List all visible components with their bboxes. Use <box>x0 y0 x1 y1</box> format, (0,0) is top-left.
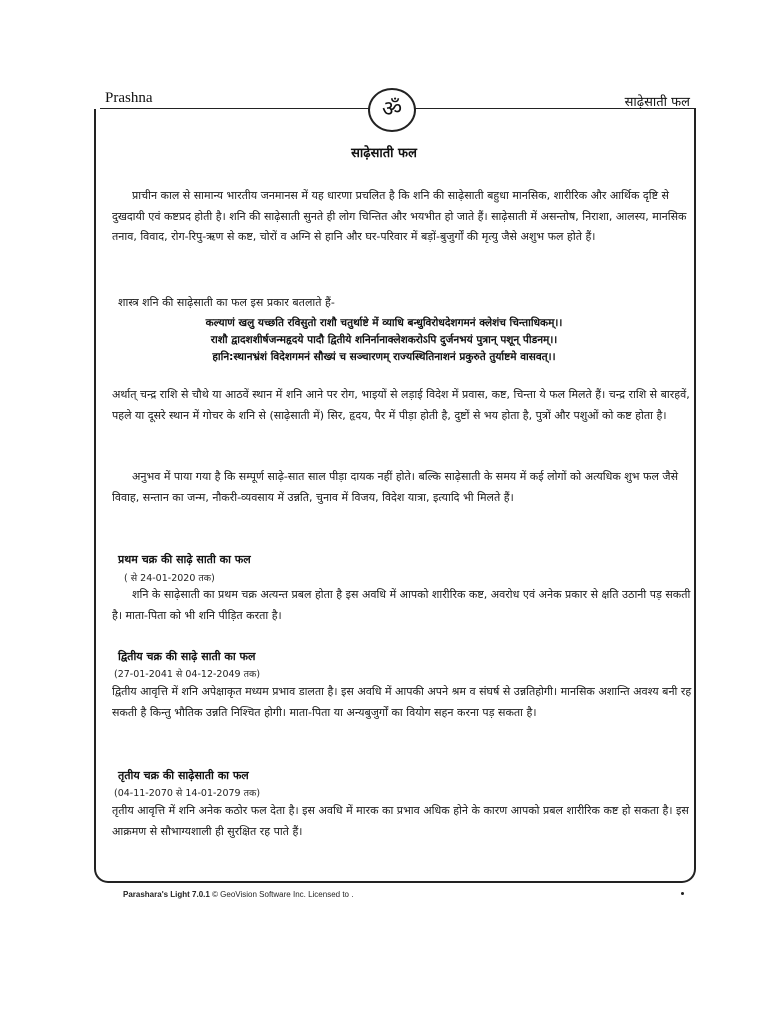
section-1-title: प्रथम चक्र की साढ़े साती का फल <box>118 553 251 566</box>
om-icon <box>368 88 416 132</box>
section-3-text: तृतीय आवृत्ति में शनि अनेक कठोर फल देता है। इस अवधि में मारक का प्रभाव अधिक होने के कारण आपको प्रबल शारीरिक कष्ट हो सकता है। इस आक्रमण से सौभाग्यशाली ही सुरक्षित रह पाते हैं। <box>112 804 689 838</box>
shloka-line-1: कल्याणं खलु यच्छति रविसुतो राशौ चतुर्थाष्टे में व्याधि बन्धुविरोधदेशगमनं क्लेशंच चिन्ताधिकम्।। <box>205 317 563 329</box>
section-3-date: (04-11-2070 से 14-01-2079 तक) <box>114 788 261 799</box>
page-title: साढ़ेसाती फल <box>351 146 417 161</box>
shloka-intro: शास्त्र शनि की साढ़ेसाती का फल इस प्रकार बतलाते हैं- <box>118 296 335 309</box>
section-1-text: शनि के साढ़ेसाती का प्रथम चक्र अत्यन्त प्रबल होता है इस अवधि में आपको शारीरिक कष्ट, अवरोध एवं अनेक प्रकार से क्षति उठानी पड़ सकती है। माता-पिता को भी शनि पीड़ित करता है। <box>112 588 691 622</box>
experience-paragraph: अनुभव में पाया गया है कि सम्पूर्ण साढ़े-सात साल पीड़ा दायक नहीं होते। बल्कि साढ़ेसाती के समय में कई लोगों को अत्यधिक शुभ फल जैसे विवाह, सन्तान का जन्म, नौकरी-व्यवसाय में उन्नति, चुनाव में विजय, विदेश यात्रा, इत्यादि भी मिलते हैं। <box>112 470 679 504</box>
section-3-title: तृतीय चक्र की साढ़ेसाती का फल <box>118 769 249 782</box>
om-symbol: ॐ <box>381 97 403 122</box>
footer-dot <box>681 892 684 895</box>
header-app-name: Prashna <box>105 90 153 106</box>
header-page-title: साढ़ेसाती फल <box>624 95 690 110</box>
shloka-line-2: राशौ द्वादशशीर्षजन्महृदये पादौ द्वितीये शनिर्नानाक्लेशकरोऽपि दुर्जनभयं पुत्रान् पशून् पीडनम्।। <box>210 334 558 346</box>
section-2-text: द्वितीय आवृत्ति में शनि अपेक्षाकृत मध्यम प्रभाव डालता है। इस अवधि में आपकी अपने श्रम व संघर्ष से उन्नतिहोगी। मानसिक अशान्ति अवश्य बनी रह सकती है किन्तु भौतिक उन्नति निश्चित होगी। माता-पिता या अन्यबुजुर्गों का वियोग सहन करना पड़ सकता है। <box>112 685 692 719</box>
intro-paragraph: प्राचीन काल से सामान्य भारतीय जनमानस में यह धारणा प्रचलित है कि शनि की साढ़ेसाती बहुधा मानसिक, शारीरिक और आर्थिक दृष्टि से दुखदायी एवं कष्टप्रद होती है। शनि की साढ़ेसाती सुनते ही लोग चिन्तित और भयभीत हो जाते हैं। साढ़ेसाती में असन्तोष, निराशा, आलस्य, मानसिक तनाव, विवाद, रोग-रिपु-ऋण से कष्ट, चोरों व अग्नि से हानि और घर-परिवार में बड़ों-बुजुर्गों की मृत्यु जैसे अशुभ फल होते हैं। <box>112 189 687 243</box>
footer-credit <box>123 890 353 899</box>
section-2-date: (27-01-2041 से 04-12-2049 तक) <box>114 669 261 680</box>
shloka-line-3: हानि:स्थानभ्रंशं विदेशगमनं सौख्यं च सञ्चारणम् राज्यस्थितिनाशनं प्रकुरुते तुर्याष्टमे वासवत्।। <box>212 351 556 363</box>
footer-license: © GeoVision Software Inc. Licensed to . <box>209 890 354 899</box>
footer-brand: Parashara's Light 7.0.1 <box>123 890 210 899</box>
meaning-paragraph: अर्थात् चन्द्र राशि से चौथे या आठवें स्थान में शनि आने पर रोग, भाइयों से लड़ाई विदेश में प्रवास, कष्ट, चिन्ता ये फल मिलते हैं। चन्द्र राशि से बारहवें, पहले या दूसरे स्थान में गोचर के शनि से (साढ़ेसाती में) सिर, हृदय, पैर में पीड़ा होती है, दुष्टों से भय होता है, पुत्रों और पशुओं को कष्ट होता है। <box>112 388 690 422</box>
section-2-title: द्वितीय चक्र की साढ़े साती का फल <box>118 650 256 663</box>
section-1-date: ( से 24-01-2020 तक) <box>124 573 215 584</box>
